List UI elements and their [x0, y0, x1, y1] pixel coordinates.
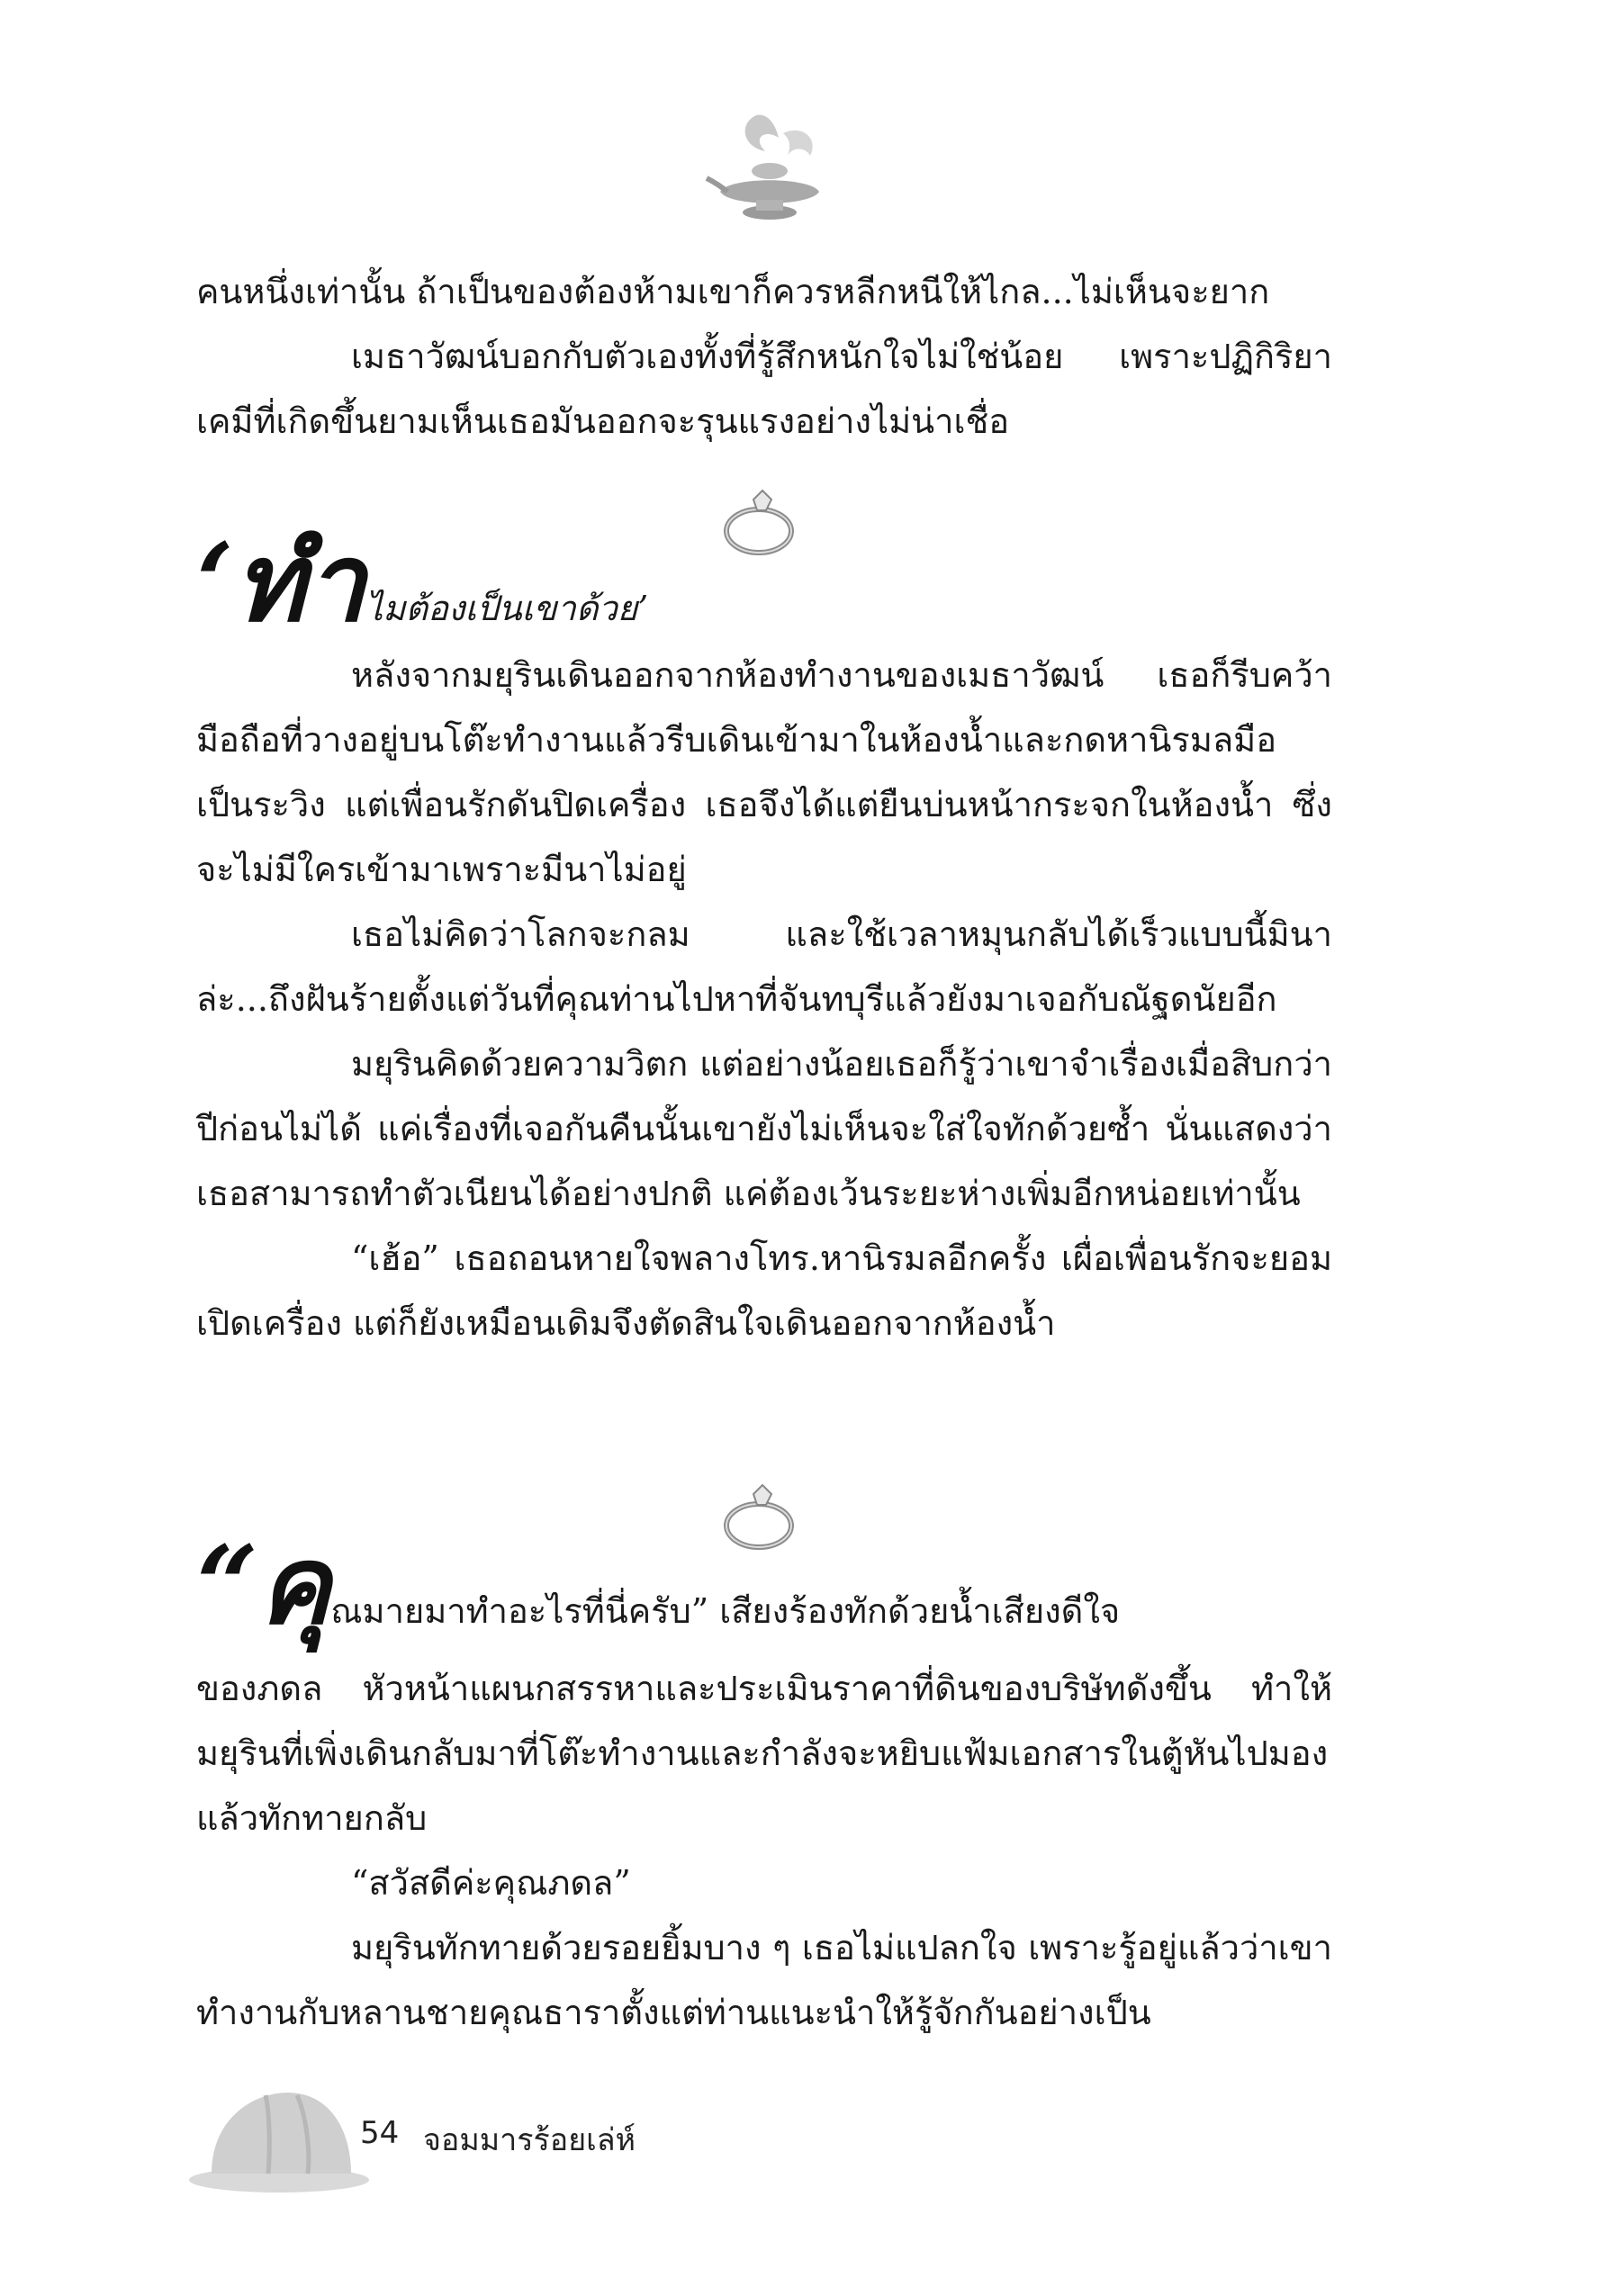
paragraph: คนหนึ่งเท่านั้น ถ้าเป็นของต้องห้ามเขาก็ควรหลีกหนีให้ไกล...ไม่เห็นจะยาก [196, 272, 1270, 311]
drop-cap: “คุ [196, 1522, 331, 1649]
hard-hat-icon [180, 2079, 369, 2196]
heading-text: ณมายมาทำอะไรที่นี่ครับ” เสียงร้องทักด้วยน้ำเสียงดีใจ [330, 1591, 1121, 1631]
paragraph: “สวัสดีค่ะคุณภดล” [351, 1863, 631, 1903]
heading-text: ไมต้องเป็นเขาด้วย’ [365, 589, 649, 628]
opening-text [196, 259, 1332, 454]
drop-cap: ‘ทำ [196, 519, 366, 646]
section-2-body [196, 1656, 1332, 2045]
paragraph: เมธาวัฒน์บอกกับตัวเองทั้งที่รู้สึกหนักใจไม่ใช่น้อย เพราะปฏิกิริยาเคมีที่เกิดขึ้นยามเห็นเธอมันออกจะรุนแรงอย่างไม่น่าเชื่อ [196, 337, 1332, 441]
section-heading [196, 1522, 1332, 1649]
book-title: จอมมารร้อยเล่ห์ [423, 2122, 636, 2158]
paragraph: มยุรินคิดด้วยความวิตก แต่อย่างน้อยเธอก็รู้ว่าเขาจำเรื่องเมื่อสิบกว่าปีก่อนไม่ได้ แค่เรื่องที่เจอกันคืนนั้นเขายังไม่เห็นจะใส่ใจทักด้วยซ้ำ นั่นแสดงว่าเธอสามารถทำตัวเนียนได้อย่างปกติ แค่ต้องเว้นระยะห่างเพิ่มอีกหน่อยเท่านั้น [196, 1044, 1332, 1213]
paragraph: หลังจากมยุรินเดินออกจากห้องทำงานของเมธาวัฒน์ เธอก็รีบคว้ามือถือที่วางอยู่บนโต๊ะทำงานแล้วรีบเดินเข้ามาในห้องน้ำและกดหานิรมลมือเป็นระวิง แต่เพื่อนรักดันปิดเครื่อง เธอจึงได้แต่ยืนบ่นหน้ากระจกในห้องน้ำ ซึ่งจะไม่มีใครเข้ามาเพราะมีนาไม่อยู่ [196, 655, 1332, 889]
section-1-body [196, 643, 1332, 1355]
genie-lamp-icon [702, 106, 837, 232]
paragraph: เธอไม่คิดว่าโลกจะกลม และใช้เวลาหมุนกลับได้เร็วแบบนี้มินาล่ะ...ถึงฝันร้ายตั้งแต่วันที่คุณท่านไปหาที่จันทบุรีแล้วยังมาเจอกับณัฐดนัยอีก [196, 914, 1332, 1019]
section-heading [196, 519, 1332, 646]
page-footer [180, 2079, 810, 2196]
page-number: 54 [360, 2115, 400, 2151]
paragraph: ของภดล หัวหน้าแผนกสรรหาและประเมินราคาที่ดินของบริษัทดังขึ้น ทำให้มยุรินที่เพิ่งเดินกลับมาที่โต๊ะทำงานและกำลังจะหยิบแฟ้มเอกสารในตู้หันไปมองแล้วทักทายกลับ [196, 1669, 1332, 1838]
paragraph: “เฮ้อ” เธอถอนหายใจพลางโทร.หานิรมลอีกครั้ง เผื่อเพื่อนรักจะยอมเปิดเครื่อง แต่ก็ยังเหมือนเดิมจึงตัดสินใจเดินออกจากห้องน้ำ [196, 1238, 1332, 1343]
paragraph: มยุรินทักทายด้วยรอยยิ้มบาง ๆ เธอไม่แปลกใจ เพราะรู้อยู่แล้วว่าเขาทำงานกับหลานชายคุณธาราตั้งแต่ท่านแนะนำให้รู้จักกันอย่างเป็น [196, 1928, 1332, 2032]
